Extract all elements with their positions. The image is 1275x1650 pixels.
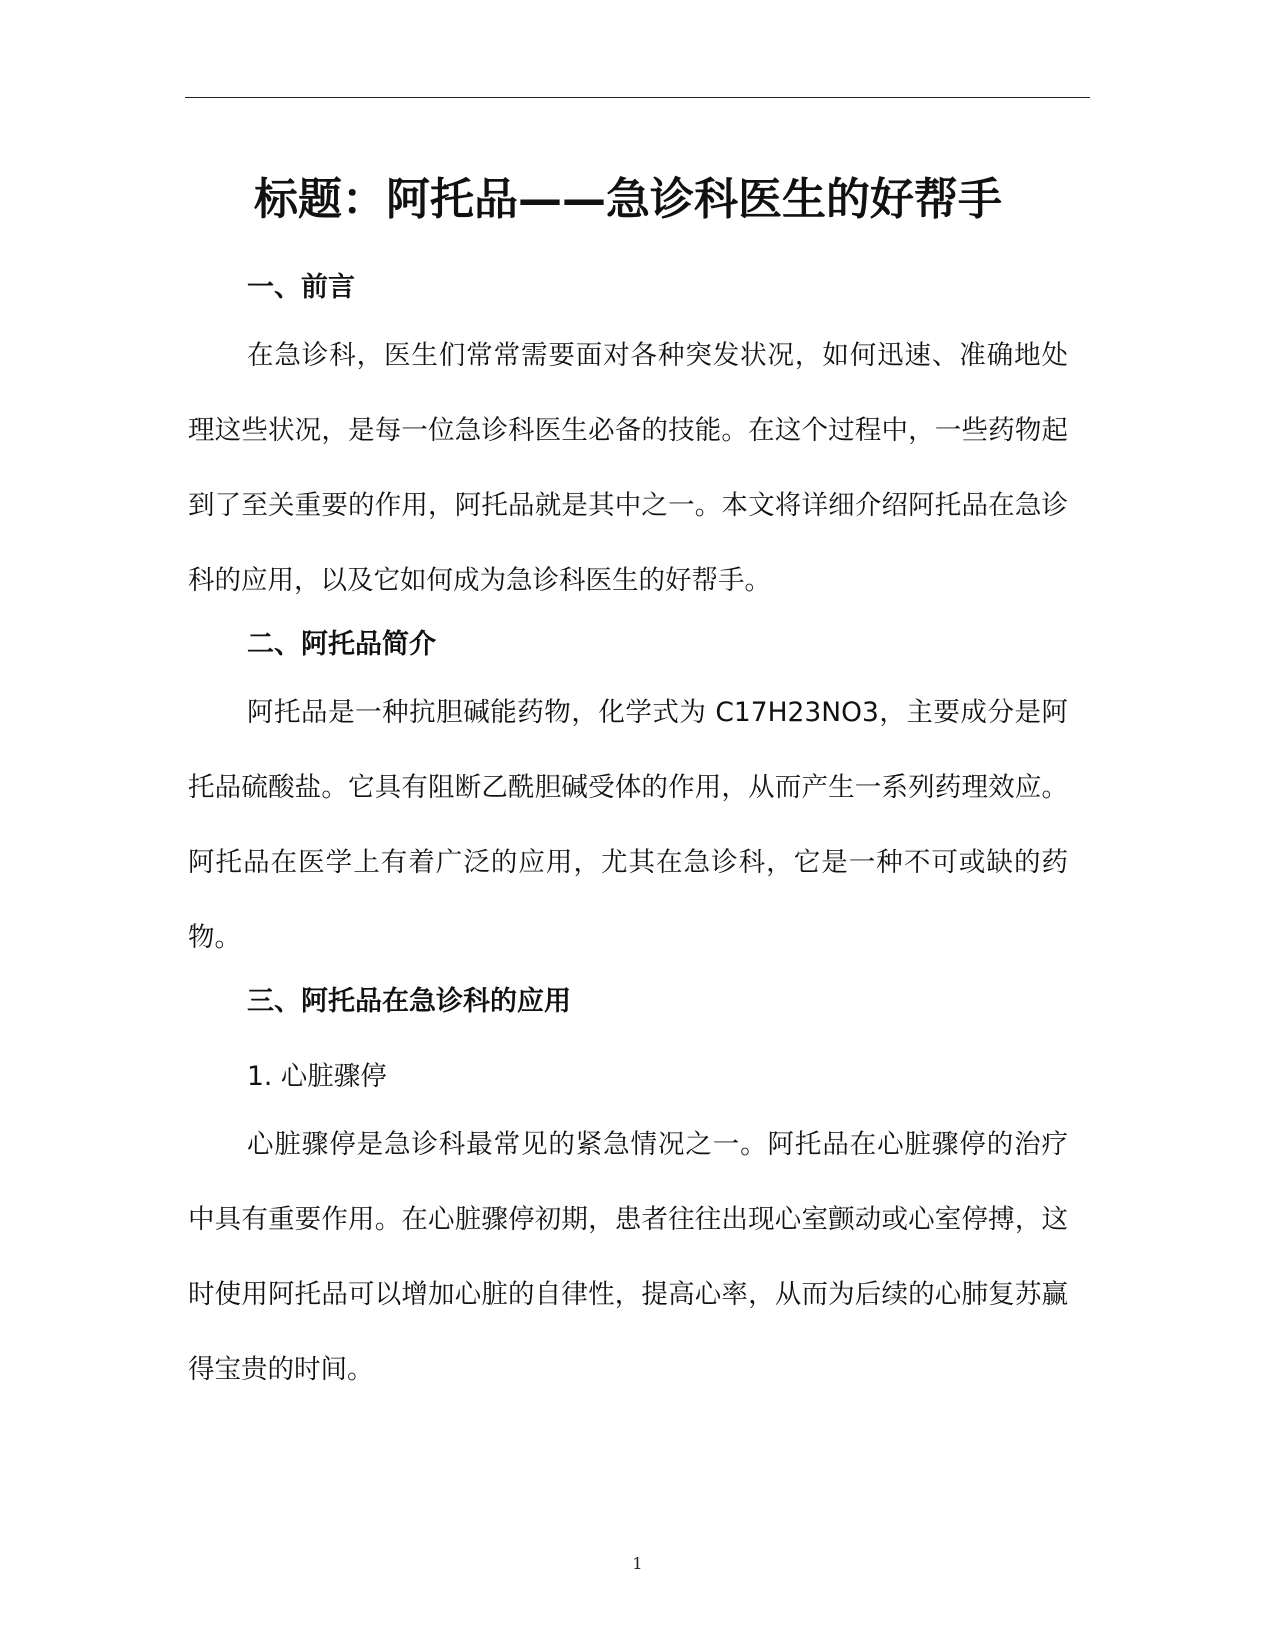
section-heading-atropine-intro: 二、阿托品简介	[247, 629, 436, 660]
section-heading-preface: 一、前言	[247, 272, 355, 303]
page-number: 1	[632, 1554, 643, 1573]
header-rule	[185, 97, 1090, 98]
section-heading-er-applications: 三、阿托品在急诊科的应用	[247, 986, 571, 1017]
subsection-paragraph-cardiac-arrest: 心脏骤停是急诊科最常见的紧急情况之一。阿托品在心脏骤停的治疗中具有重要作用。在心脏骤停初期，患者往往出现心室颤动或心室停搏，这时使用阿托品可以增加心脏的自律性，提高心率，从而为后续的心肺复苏赢得宝贵的时间。	[188, 1129, 1068, 1385]
subsection-heading-cardiac-arrest: 1. 心脏骤停	[247, 1061, 387, 1092]
section-paragraph-atropine-intro: 阿托品是一种抗胆碱能药物，化学式为 C17H23NO3，主要成分是阿托品硫酸盐。它具有阻断乙酰胆碱受体的作用，从而产生一系列药理效应。阿托品在医学上有着广泛的应用，尤其在急诊科，它是一种不可或缺的药物。	[188, 697, 1068, 953]
document-title: 标题：阿托品——急诊科医生的好帮手	[254, 174, 1002, 225]
section-paragraph-preface: 在急诊科，医生们常常需要面对各种突发状况，如何迅速、准确地处理这些状况，是每一位急诊科医生必备的技能。在这个过程中，一些药物起到了至关重要的作用，阿托品就是其中之一。本文将详细介绍阿托品在急诊科的应用，以及它如何成为急诊科医生的好帮手。	[188, 340, 1068, 596]
